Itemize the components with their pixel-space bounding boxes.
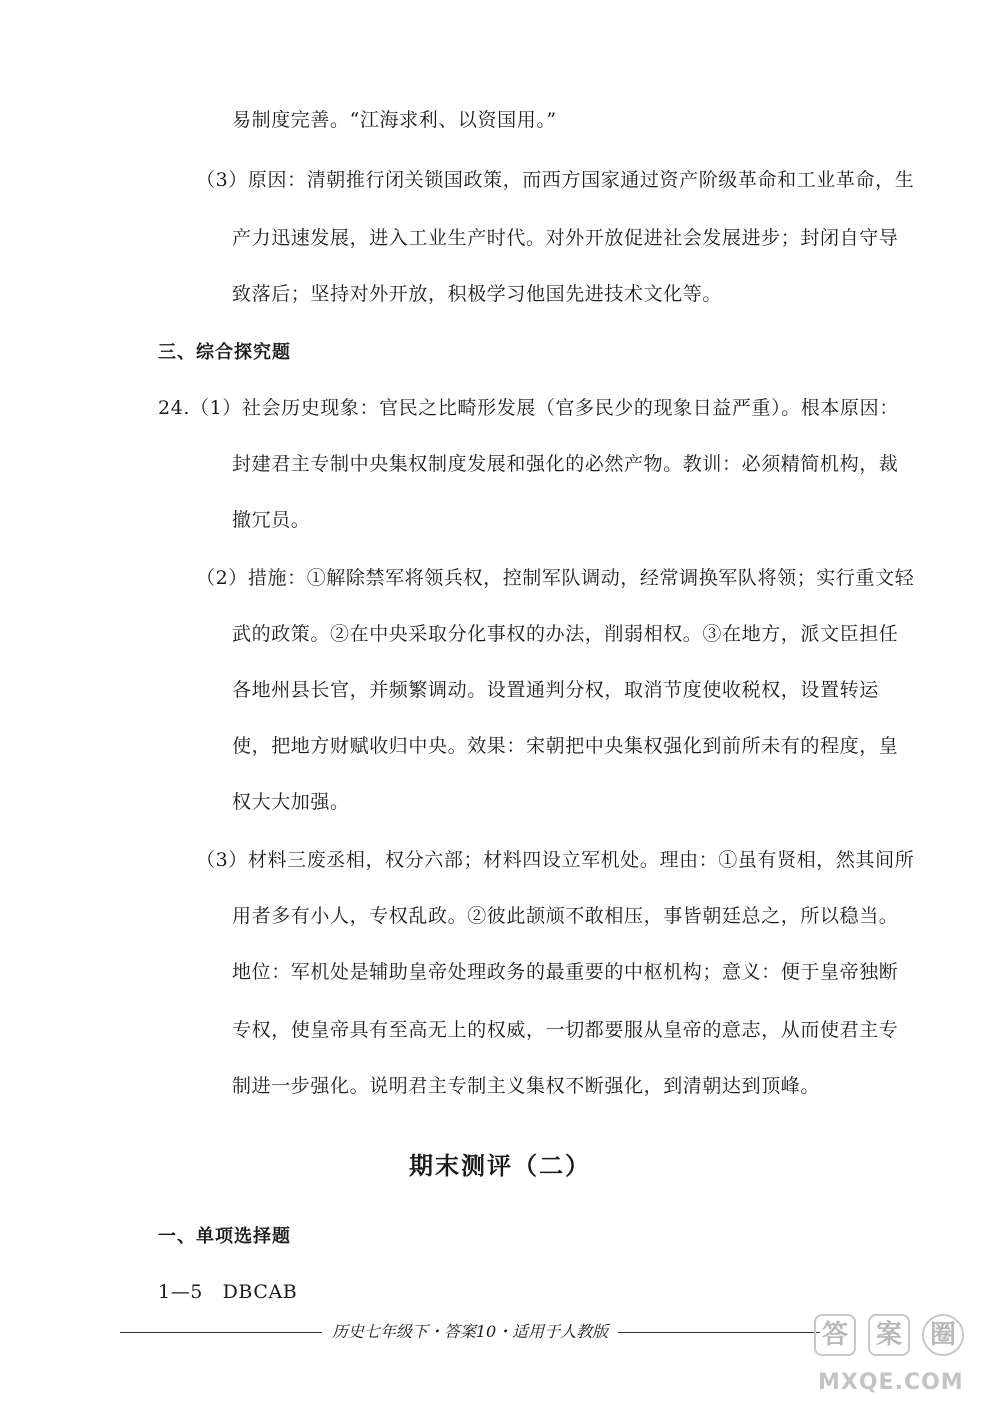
watermark-url: MXQE.COM: [818, 1370, 964, 1395]
exam-title: 期末测评（二）: [409, 1152, 591, 1180]
text-line: 撤冗员。: [232, 509, 311, 531]
text-line: 地位：军机处是辅助皇帝处理政务的最重要的中枢机构；意义：便于皇帝独断: [232, 961, 899, 983]
text-line: 易制度完善。“江海求利、以资国用。”: [232, 109, 557, 131]
text-line: 24.（1）社会历史现象：官民之比畸形发展（官多民少的现象日益严重）。根本原因：: [158, 397, 899, 419]
text-line: 致落后；坚持对外开放，积极学习他国先进技术文化等。: [232, 283, 723, 305]
answer-row: 1—5 DBCAB: [158, 1281, 298, 1303]
text-line: 专权，使皇帝具有至高无上的权威，一切都要服从皇帝的意志，从而使君主专: [232, 1019, 899, 1041]
page-footer: [120, 1320, 820, 1344]
section-heading: 一、单项选择题: [158, 1226, 291, 1247]
watermark-char: 答: [814, 1314, 856, 1356]
watermark-char: 案: [868, 1314, 910, 1356]
text-line: 权大大加强。: [232, 791, 350, 813]
text-line: 用者多有小人，专权乱政。②彼此颉颃不敢相压，事皆朝廷总之，所以稳当。: [232, 905, 899, 927]
text-line: 武的政策。②在中央采取分化事权的办法，削弱相权。③在地方，派文臣担任: [232, 623, 899, 645]
watermark-char: 圈: [922, 1314, 964, 1356]
text-line: 各地州县长官，并频繁调动。设置通判分权，取消节度使收税权，设置转运: [232, 679, 879, 701]
text-line: 使，把地方财赋收归中央。效果：宋朝把中央集权强化到前所未有的程度，皇: [232, 735, 899, 757]
text-line: （3）材料三废丞相，权分六部；材料四设立军机处。理由：①虽有贤相，然其间所: [196, 849, 915, 871]
section-heading: 三、综合探究题: [158, 342, 291, 363]
text-line: 产力迅速发展，进入工业生产时代。对外开放促进社会发展进步；封闭自守导: [232, 227, 899, 249]
footer-text-wrap: [120, 1320, 820, 1344]
watermark-logo: [808, 1306, 986, 1402]
text-line: （2）措施：①解除禁军将领兵权，控制军队调动，经常调换军队将领；实行重文轻: [196, 567, 915, 589]
text-line: 制进一步强化。说明君主专制主义集权不断强化，到清朝达到顶峰。: [232, 1075, 821, 1097]
text-line: （3）原因：清朝推行闭关锁国政策，而西方国家通过资产阶级革命和工业革命，生: [196, 169, 915, 191]
text-line: 封建君主专制中央集权制度发展和强化的必然产物。教训：必须精简机构，裁: [232, 453, 899, 475]
footer-text: 历史七年级下・答案10・适用于人教版: [322, 1322, 618, 1341]
